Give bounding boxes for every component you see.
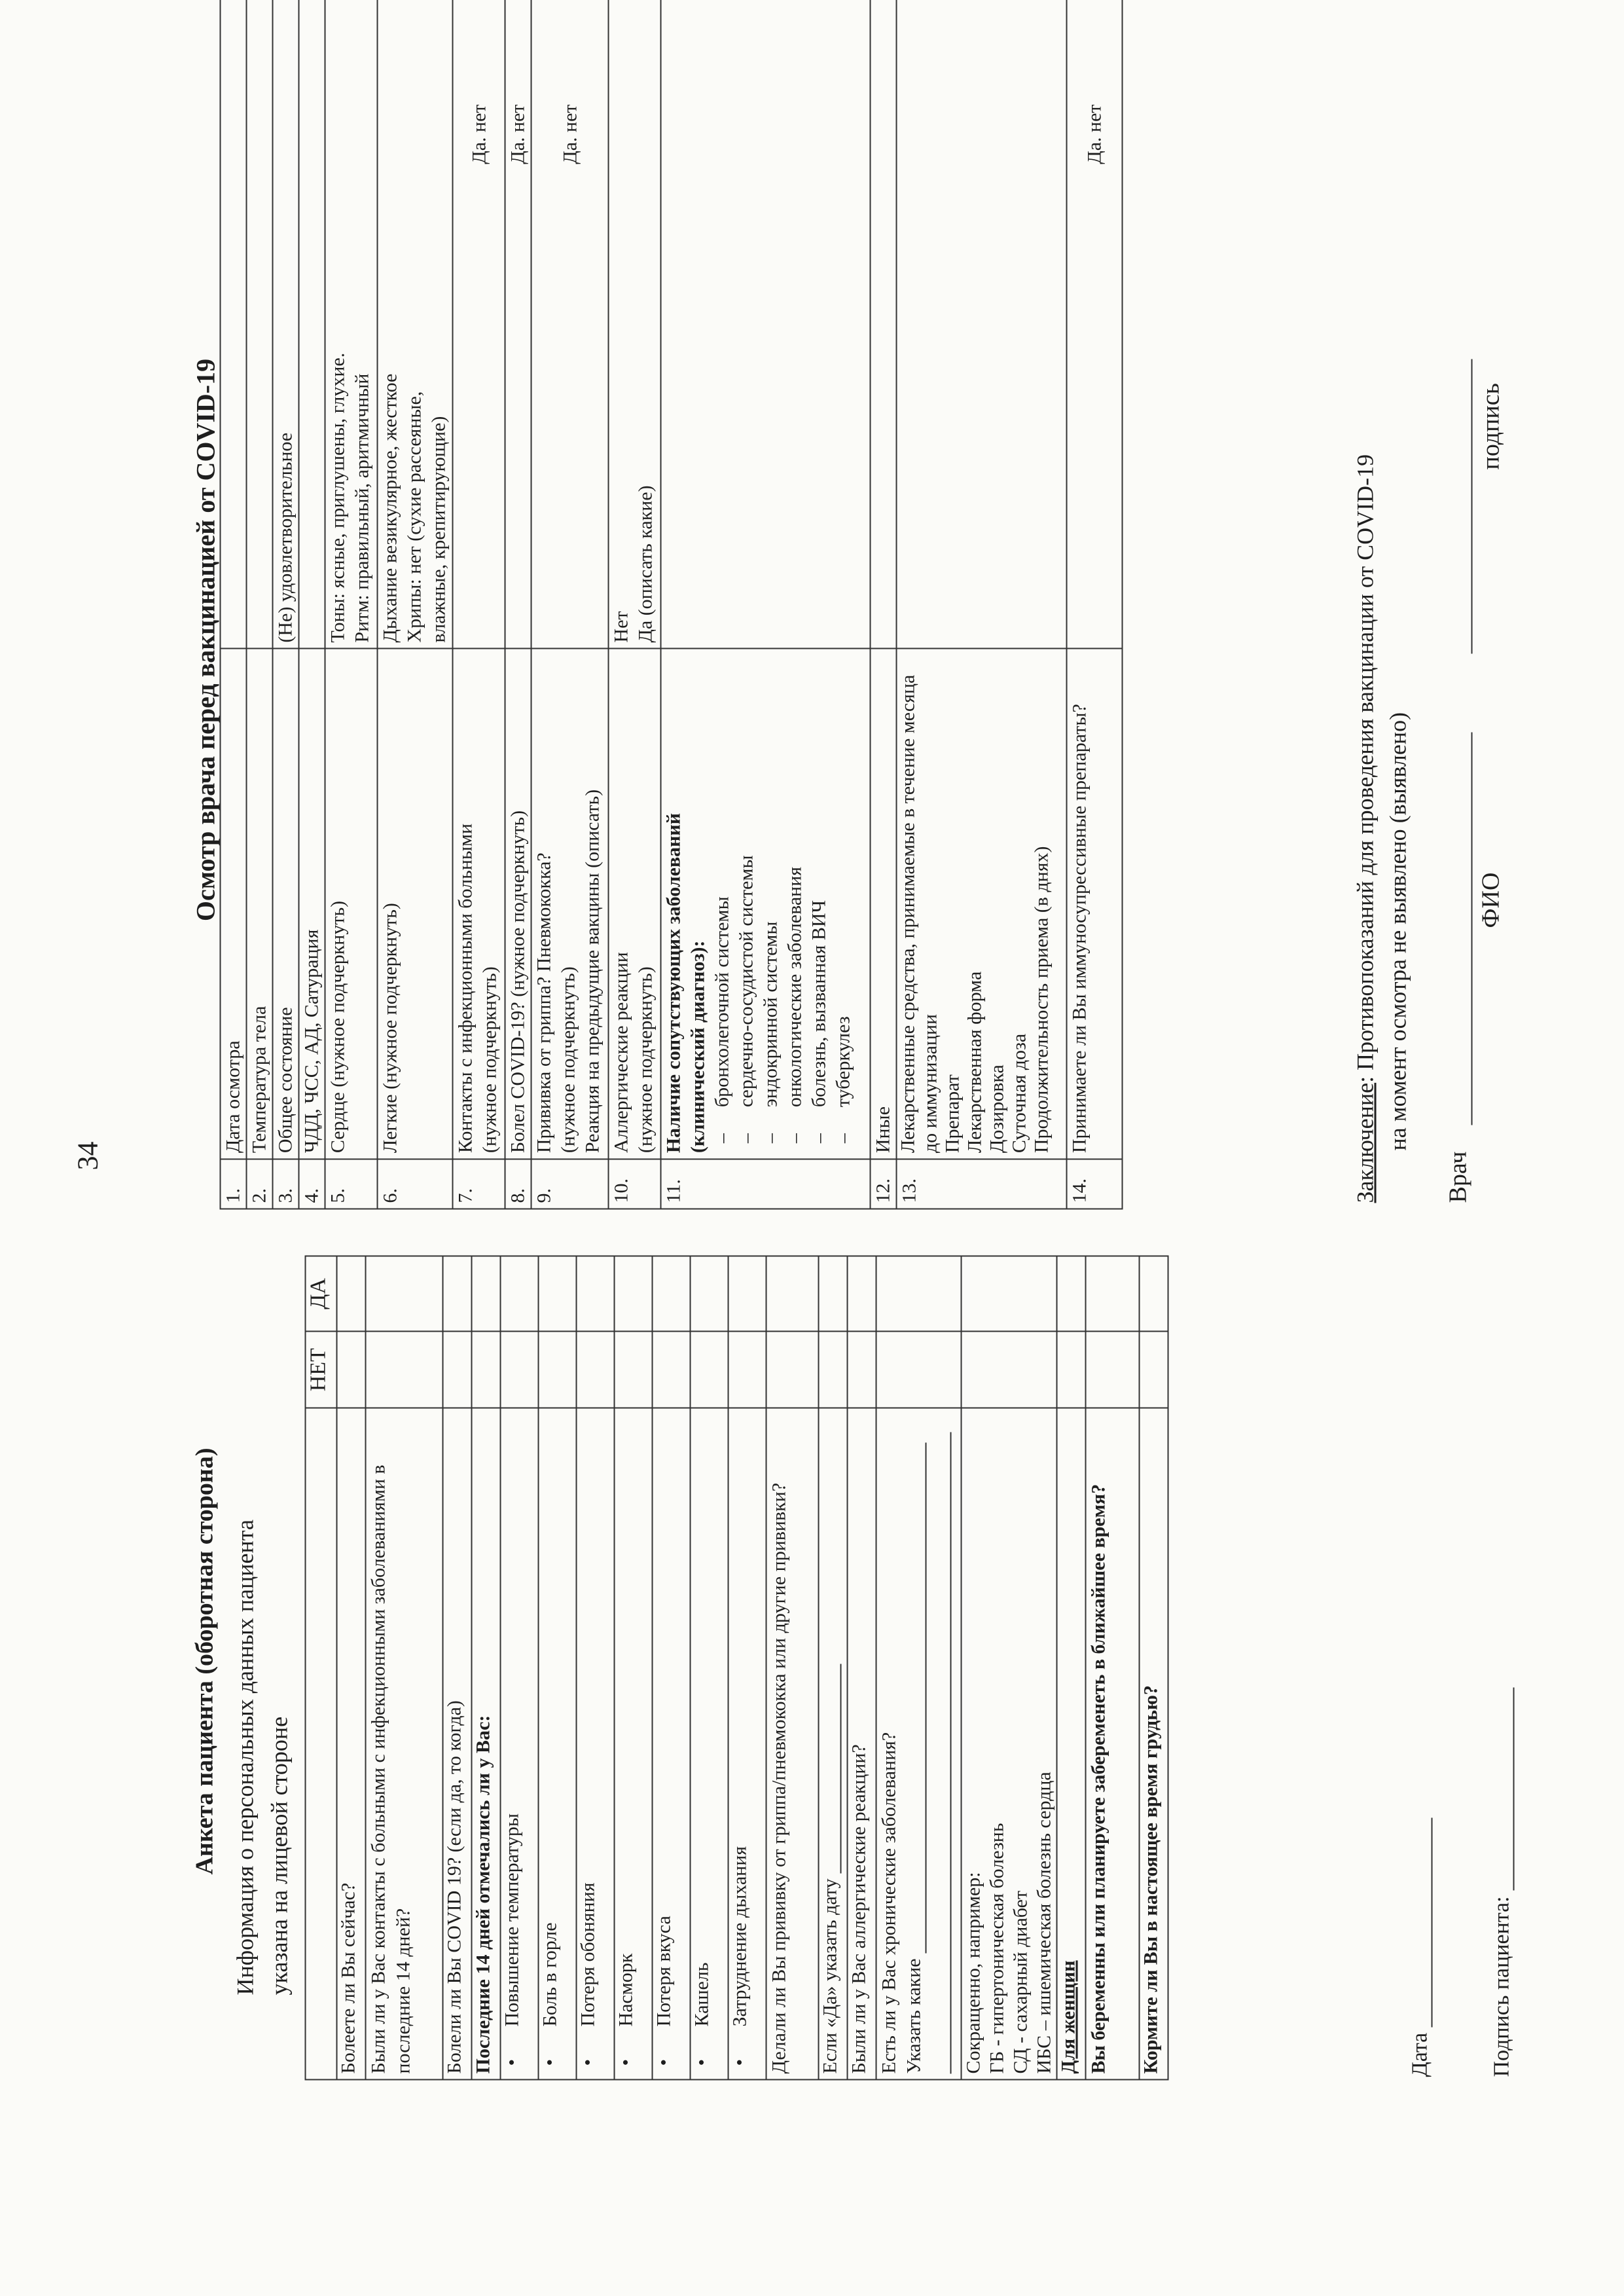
date-field [1407, 1817, 1432, 2077]
specify-line[interactable] [950, 1432, 951, 2073]
exam-title: Осмотр врача перед вакцинацией от COVID-19 [190, 358, 220, 921]
disease-item: – эндокринной системы [758, 654, 782, 1153]
exam-item: Иные [870, 648, 896, 1159]
table-row [870, 0, 896, 1209]
conclusion-text: : Противопоказаний для проведения вакцинации от COVID-19 [1352, 454, 1378, 1083]
item-line: (нужное подчеркнуть) [557, 966, 579, 1153]
table-row [325, 0, 377, 1209]
item-line: Контакты с инфекционными больными [454, 823, 476, 1153]
answer-yes[interactable] [818, 1256, 847, 1331]
heart-rhythm: Ритм: правильный, аритмичный [351, 373, 372, 643]
table-row [766, 1256, 818, 2079]
symptom-item: • Боль в горле [538, 1408, 576, 2080]
breathing: Дыхание везикулярное, жесткое [379, 373, 401, 643]
date-label: Дата [1407, 2032, 1432, 2077]
answer-no[interactable] [818, 1331, 847, 1408]
table-row [531, 0, 608, 1209]
doctor-signature-block [1443, 37, 1505, 1203]
answer-yes[interactable] [471, 1256, 500, 1331]
signature-label: Подпись пациента: [1489, 1895, 1513, 2077]
symptom-item: • Потеря обоняния [576, 1408, 614, 2080]
exam-item [452, 648, 505, 1159]
symptom-item: • Затруднение дыхания [728, 1408, 766, 2080]
table-row [690, 1256, 728, 2079]
question [818, 1408, 847, 2080]
doctor-label: Врач [1444, 1151, 1471, 1203]
fio-label: ФИО [1477, 872, 1504, 928]
signature-line[interactable] [1513, 1687, 1514, 1890]
table-row [1066, 0, 1122, 1209]
table-row [1056, 1256, 1085, 2079]
answer-no[interactable] [336, 1331, 365, 1408]
questionnaire-subtitle [228, 1275, 296, 1995]
answer-no[interactable] [442, 1331, 471, 1408]
table-row [452, 0, 505, 1209]
question [876, 1408, 961, 2080]
table-row [608, 0, 660, 1209]
med-field: Лекарственная форма [964, 971, 985, 1153]
abbreviations [961, 1408, 1056, 2080]
exam-item: Температура тела [246, 648, 272, 1159]
answer-no[interactable] [471, 1331, 500, 1408]
yes-no-choice[interactable]: Да. нет [1066, 0, 1122, 648]
answer-yes[interactable] [365, 1256, 442, 1331]
exam-value [377, 0, 452, 648]
exam-table [219, 0, 1123, 1209]
table-row [505, 0, 531, 1209]
allergy-yes[interactable]: Да (описать какие) [634, 484, 656, 643]
row-number: 2. [246, 1159, 272, 1209]
exam-item: Болел COVID-19? (нужное подчеркнуть) [505, 648, 531, 1159]
abbr-item: ИБС – ишемическая болезнь сердца [1033, 1771, 1055, 2073]
table-row [305, 1256, 336, 2079]
answer-yes[interactable] [1085, 1256, 1139, 1331]
patient-signature-field [1489, 1687, 1514, 2077]
table-row [728, 1256, 766, 2079]
yes-no-choice[interactable]: Да. нет [452, 0, 505, 648]
abbr-item: СД - сахарный диабет [1009, 1890, 1031, 2073]
answer-yes[interactable] [961, 1256, 1056, 1331]
answer-yes[interactable] [442, 1256, 471, 1331]
sign-label: подпись [1477, 382, 1504, 469]
row-number: 14. [1066, 1159, 1122, 1209]
exam-value: (Не) удовлетворительное [272, 0, 298, 648]
exam-item: ЧДД, ЧСС, АД, Сатурация [298, 648, 325, 1159]
answer-no[interactable] [1085, 1331, 1139, 1408]
symptom-item: • Насморк [614, 1408, 652, 2080]
answer-no[interactable] [690, 1331, 728, 1408]
table-row [576, 1256, 614, 2079]
answer-no[interactable] [728, 1331, 766, 1408]
row-number: 6. [377, 1159, 452, 1209]
question: Вы беременны или планируете забеременеть в ближайшее время? [1085, 1408, 1139, 2080]
answer-no[interactable] [365, 1331, 442, 1408]
item-line: (нужное подчеркнуть) [634, 966, 656, 1153]
answer-no[interactable] [1139, 1331, 1168, 1408]
date-input-line[interactable] [1431, 1817, 1432, 2027]
exam-value[interactable] [298, 0, 325, 648]
disease-item: – болезнь, вызванная ВИЧ [806, 654, 831, 1153]
med-field: Продолжительность приема (в днях) [1030, 845, 1052, 1153]
question: Болеете ли Вы сейчас? [336, 1408, 365, 2080]
row-number: 1. [220, 1159, 246, 1209]
answer-yes[interactable] [1056, 1256, 1085, 1331]
table-row [660, 0, 870, 1209]
conclusion [1348, 37, 1414, 1203]
table-row [365, 1256, 442, 2079]
yes-no-choice[interactable]: Да. нет [505, 0, 531, 648]
heart-tones: Тоны: ясные, приглушены, глухие. [327, 352, 348, 643]
date-prompt: Если «Да» указать дату [819, 1878, 840, 2073]
table-row [538, 1256, 576, 2079]
row-number: 13. [896, 1159, 1066, 1209]
answer-no[interactable] [500, 1331, 538, 1408]
col-no: НЕТ [305, 1331, 336, 1408]
item-line: (нужное подчеркнуть) [478, 966, 500, 1153]
date-line[interactable] [840, 1664, 841, 1873]
exam-value[interactable] [660, 0, 870, 648]
row-number: 11. [660, 1159, 870, 1209]
answer-no[interactable] [961, 1331, 1056, 1408]
item-line: Прививка от гриппа? Пневмококка? [533, 852, 554, 1153]
symptom-item: • Потеря вкуса [652, 1408, 690, 2080]
abbr-item: ГБ - гипертоническая болезнь [986, 1822, 1007, 2073]
table-row [876, 1256, 961, 2079]
med-field: Суточная доза [1008, 1033, 1030, 1153]
symptom-item: • Повышение температуры [500, 1408, 538, 2080]
exam-item [896, 648, 1066, 1159]
questionnaire-table [304, 1255, 1168, 2080]
item-line: (клинический диагноз): [687, 940, 708, 1153]
row-number: 7. [452, 1159, 505, 1209]
exam-item: Дата осмотра [220, 648, 246, 1159]
exam-value [325, 0, 377, 648]
question: Делали ли Вы прививку от гриппа/пневмококка или другие прививки? [766, 1408, 818, 2080]
med-field: Дозировка [986, 1064, 1007, 1153]
exam-item: Общее состояние [272, 648, 298, 1159]
answer-no[interactable] [847, 1331, 876, 1408]
question: Болели ли Вы COVID 19? (если да, то когда) [442, 1408, 471, 2080]
exam-item [660, 648, 870, 1159]
row-number: 3. [272, 1159, 298, 1209]
item-line: Наличие сопутствующих заболеваний [662, 812, 684, 1153]
page-number: 34 [71, 1141, 103, 1170]
exam-value [608, 0, 660, 648]
conclusion-label: Заключение [1352, 1082, 1378, 1203]
question: Были ли у Вас аллергические реакции? [847, 1408, 876, 2080]
answer-yes[interactable] [728, 1256, 766, 1331]
answer-yes[interactable] [690, 1256, 728, 1331]
table-row [272, 0, 298, 1209]
exam-item [531, 648, 608, 1159]
table-row [471, 1256, 500, 2079]
row-number: 12. [870, 1159, 896, 1209]
subtitle-line: указана на лицевой стороне [266, 1716, 292, 1995]
rales: Хрипы: нет (сухие рассеяные, [403, 391, 425, 643]
row-number: 8. [505, 1159, 531, 1209]
question: Последние 14 дней отмечались ли у Вас: [471, 1408, 500, 2080]
allergy-no[interactable]: Нет [610, 611, 632, 643]
table-row [298, 0, 325, 1209]
yes-no-choice[interactable]: Да. нет [531, 0, 608, 648]
table-row [614, 1256, 652, 2079]
answer-no[interactable] [576, 1331, 614, 1408]
answer-no[interactable] [538, 1331, 576, 1408]
table-row [220, 0, 246, 1209]
item-line: Реакция на предыдущие вакцины (описать) [581, 789, 603, 1153]
women-section: Для женщин [1056, 1408, 1085, 2080]
answer-no[interactable] [1056, 1331, 1085, 1408]
specify-prompt: Указать какие [903, 1958, 924, 2073]
table-row [1139, 1256, 1168, 2079]
subtitle-line: Информация о персональных данных пациента [232, 1519, 258, 1995]
table-row [442, 1256, 471, 2079]
abbr-head: Сокращенно, например: [962, 1871, 984, 2073]
exam-value[interactable] [896, 0, 1066, 648]
answer-yes[interactable] [847, 1256, 876, 1331]
row-number: 9. [531, 1159, 608, 1209]
med-field: Препарат [941, 1074, 963, 1153]
answer-yes[interactable] [336, 1256, 365, 1331]
row-number: 10. [608, 1159, 660, 1209]
answer-no[interactable] [766, 1331, 818, 1408]
answer-yes[interactable] [766, 1256, 818, 1331]
table-row [336, 1256, 365, 2079]
question: Были ли у Вас контакты с больными с инфекционными заболеваниями в последние 14 дней? [365, 1408, 442, 2080]
table-row [818, 1256, 847, 2079]
answer-no[interactable] [876, 1331, 961, 1408]
disease-item: – онкологические заболевания [782, 654, 806, 1153]
table-row [500, 1256, 538, 2079]
answer-no[interactable] [614, 1331, 652, 1408]
answer-yes[interactable] [538, 1256, 576, 1331]
table-row [377, 0, 452, 1209]
symptom-item: • Кашель [690, 1408, 728, 2080]
exam-item: Сердце (нужное подчеркнуть) [325, 648, 377, 1159]
answer-yes[interactable] [576, 1256, 614, 1331]
header-blank [305, 1408, 336, 2080]
answer-no[interactable] [652, 1331, 690, 1408]
exam-value[interactable] [220, 0, 246, 648]
table-row [1085, 1256, 1139, 2079]
disease-item: – туберкулез [831, 654, 855, 1153]
exam-item [608, 648, 660, 1159]
exam-item: Принимаете ли Вы иммуносупрессивные препараты? [1066, 648, 1122, 1159]
answer-yes[interactable] [614, 1256, 652, 1331]
table-row [896, 0, 1066, 1209]
table-row [961, 1256, 1056, 2079]
answer-yes[interactable] [1139, 1256, 1168, 1331]
exam-value[interactable] [870, 0, 896, 648]
item-line: Аллергические реакции [610, 951, 632, 1153]
col-yes: ДА [305, 1256, 336, 1331]
exam-item: Легкие (нужное подчеркнуть) [377, 648, 452, 1159]
table-row [246, 0, 272, 1209]
answer-yes[interactable] [876, 1256, 961, 1331]
questionnaire-title: Анкета пациента (оборотная сторона) [190, 1448, 218, 1874]
row-number: 4. [298, 1159, 325, 1209]
item-line: Лекарственные средства, принимаемые в течение месяца до иммунизации [897, 674, 941, 1153]
question-text: Есть ли у Вас хронические заболевания? [878, 1732, 899, 2073]
conclusion-text: на момент осмотра не выявлено (выявлено) [1384, 712, 1411, 1150]
answer-yes[interactable] [652, 1256, 690, 1331]
exam-value[interactable] [246, 0, 272, 648]
question: Кормите ли Вы в настоящее время грудью? [1139, 1408, 1168, 2080]
disease-item: – сердечно-сосудистой системы [734, 654, 758, 1153]
answer-yes[interactable] [500, 1256, 538, 1331]
disease-item: – бронхолегочной системы [710, 654, 734, 1153]
row-number: 5. [325, 1159, 377, 1209]
table-row [847, 1256, 876, 2079]
rales-cont: влажные, крепитирующие) [427, 416, 449, 643]
table-row [652, 1256, 690, 2079]
